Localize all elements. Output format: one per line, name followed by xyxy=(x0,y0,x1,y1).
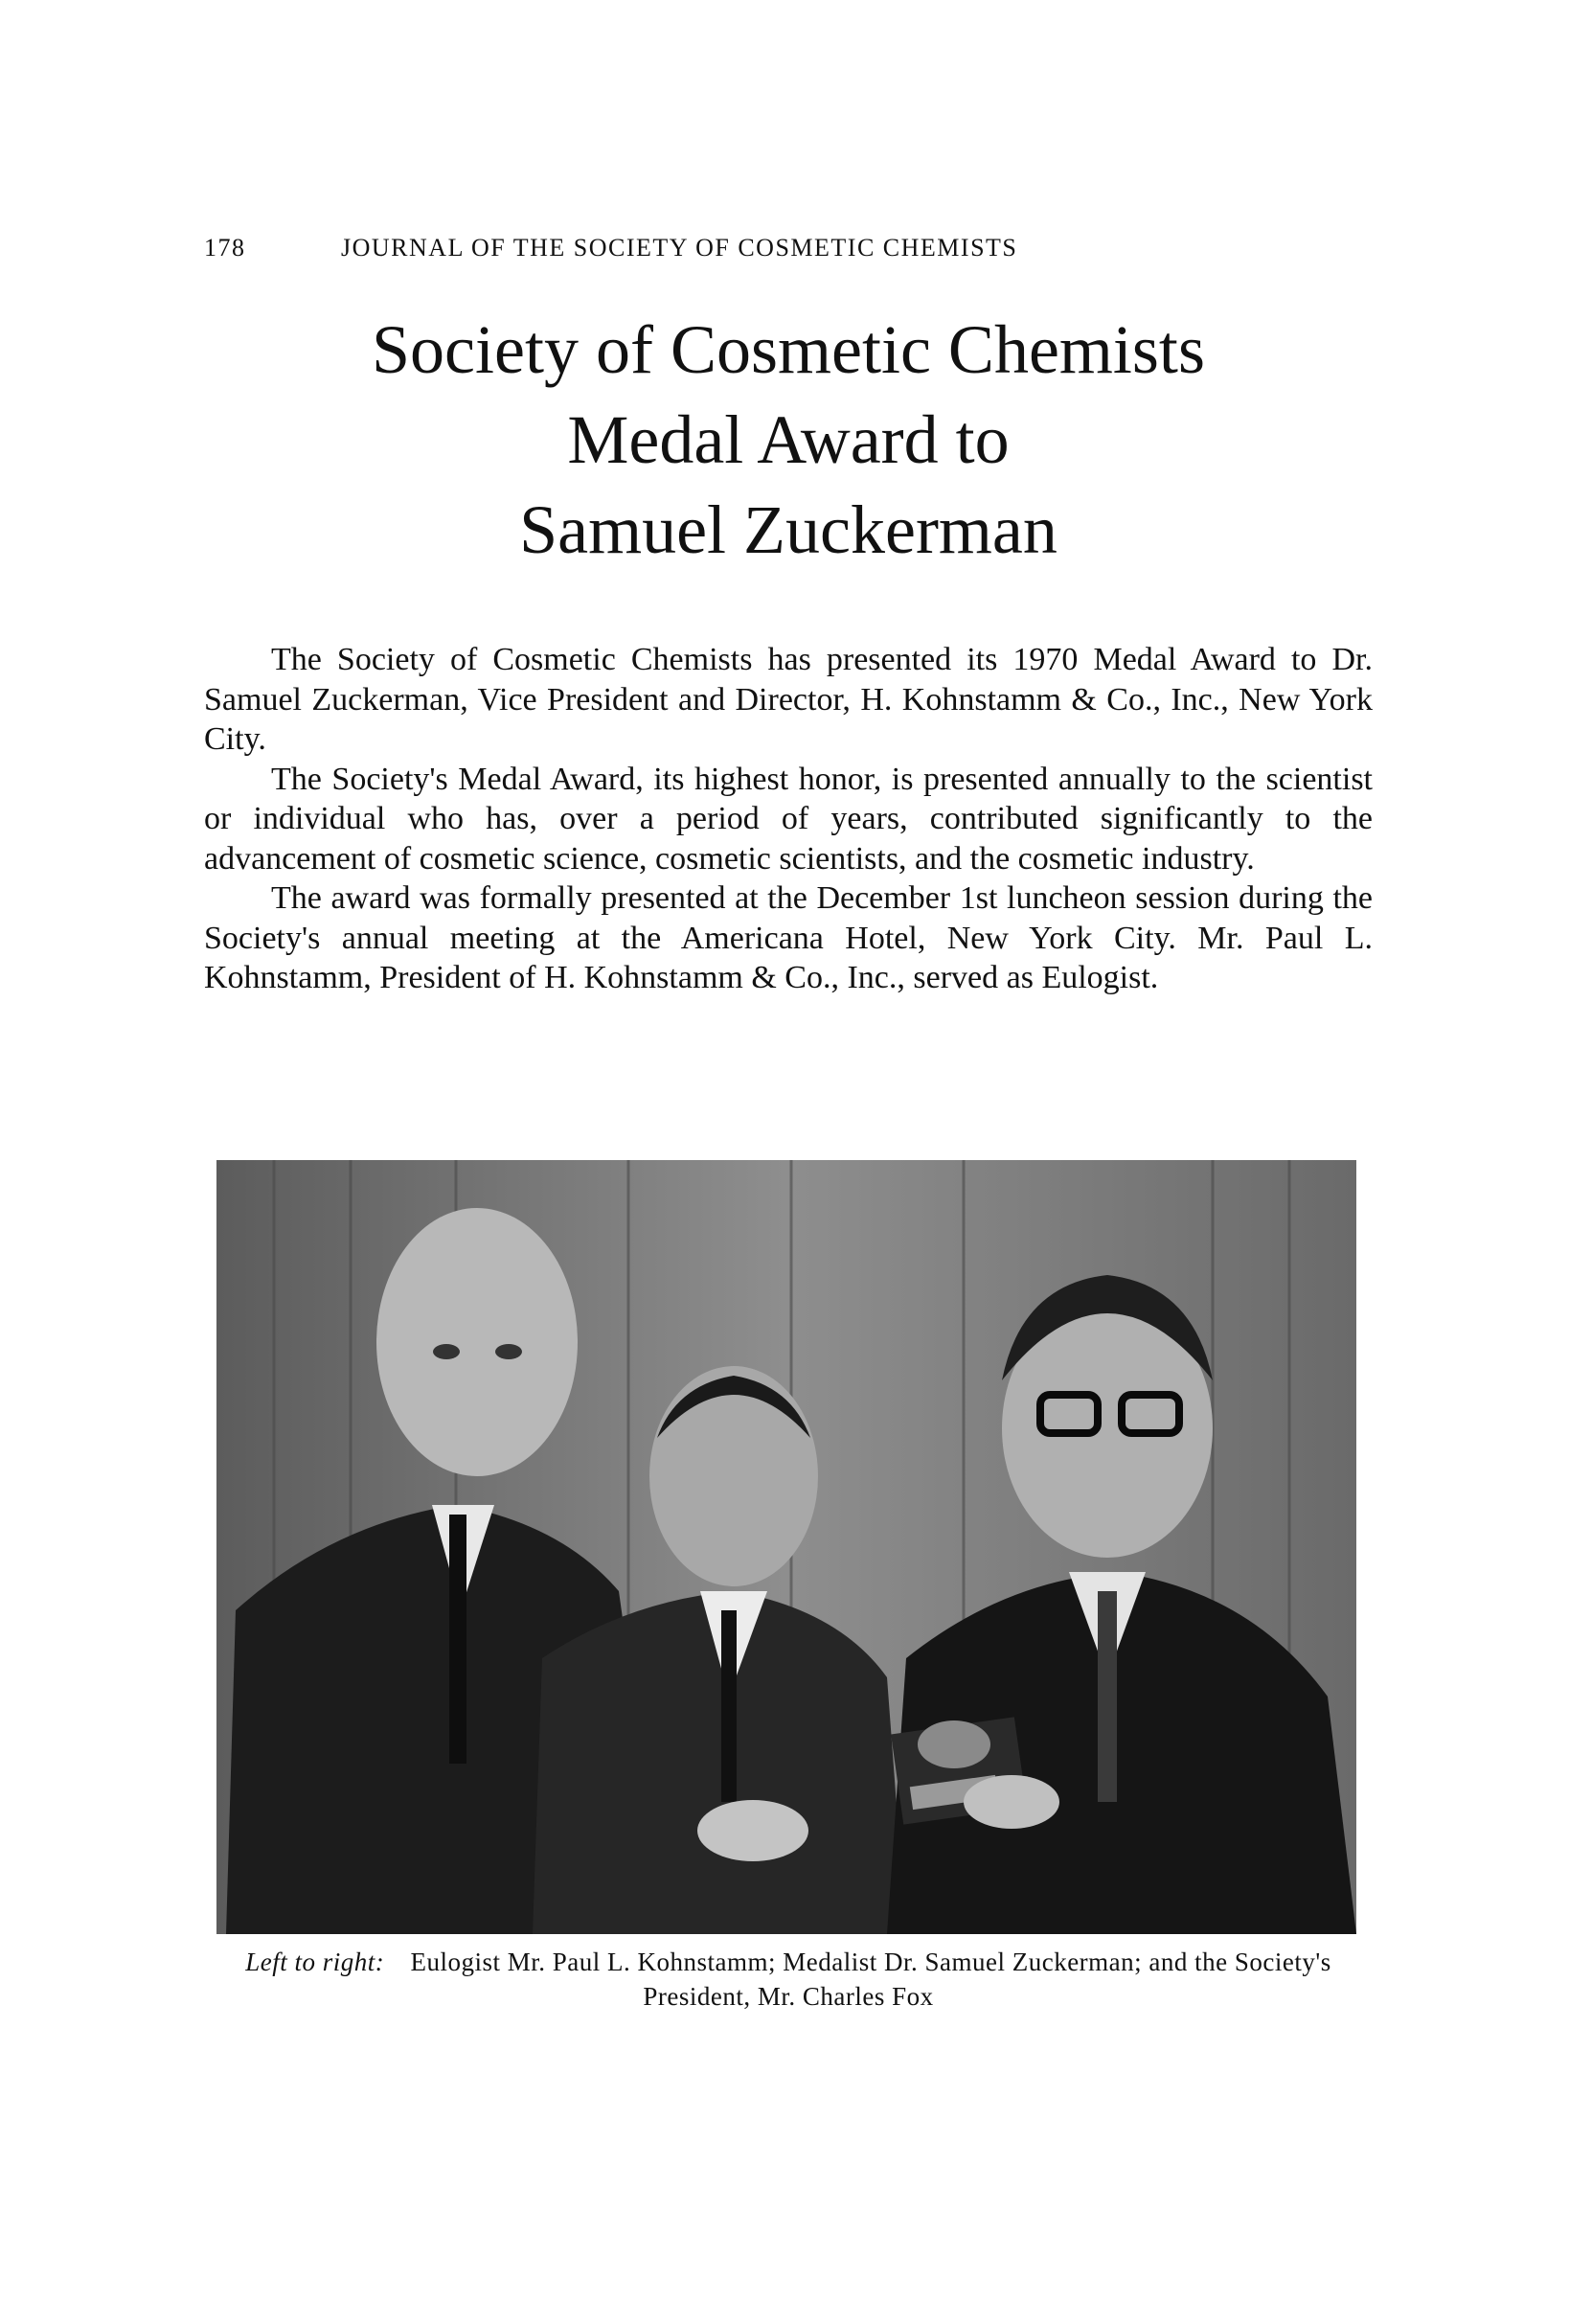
journal-title: JOURNAL OF THE SOCIETY OF COSMETIC CHEMISTS xyxy=(341,234,1018,262)
award-photo-icon xyxy=(216,1160,1356,1934)
title-line-2: Medal Award to xyxy=(567,401,1010,478)
article-title xyxy=(204,305,1373,575)
body-paragraph-3: The award was formally presented at the December 1st luncheon session during the Society's annual meeting at the Americana Hotel, New York City. Mr. Paul L. Kohnstamm, President of H. Kohnstamm & Co., Inc., served as Eulogist. xyxy=(204,880,1373,995)
caption-lead: Left to right: xyxy=(245,1948,385,1976)
title-line-3: Samuel Zuckerman xyxy=(519,491,1057,568)
award-photo xyxy=(216,1160,1356,1934)
running-head xyxy=(204,234,1373,272)
body-paragraph-2: The Society's Medal Award, its highest honor, is presented annually to the scientist or individual who has, over a period of years, contributed significantly to the advancement of cosmetic science, cosmetic scientists, and the cosmetic industry. xyxy=(204,761,1373,877)
article-body xyxy=(204,640,1373,998)
page-number: 178 xyxy=(204,234,246,262)
title-line-1: Society of Cosmetic Chemists xyxy=(372,311,1205,388)
caption-text: Eulogist Mr. Paul L. Kohnstamm; Medalist Dr. Samuel Zuckerman; and the Society's President, Mr. Charles Fox xyxy=(410,1948,1331,2011)
body-paragraph-1: The Society of Cosmetic Chemists has presented its 1970 Medal Award to Dr. Samuel Zuckerman, Vice President and Director, H. Kohnstamm & Co., Inc., New York City. xyxy=(204,642,1373,757)
photo-caption xyxy=(204,1945,1373,2014)
